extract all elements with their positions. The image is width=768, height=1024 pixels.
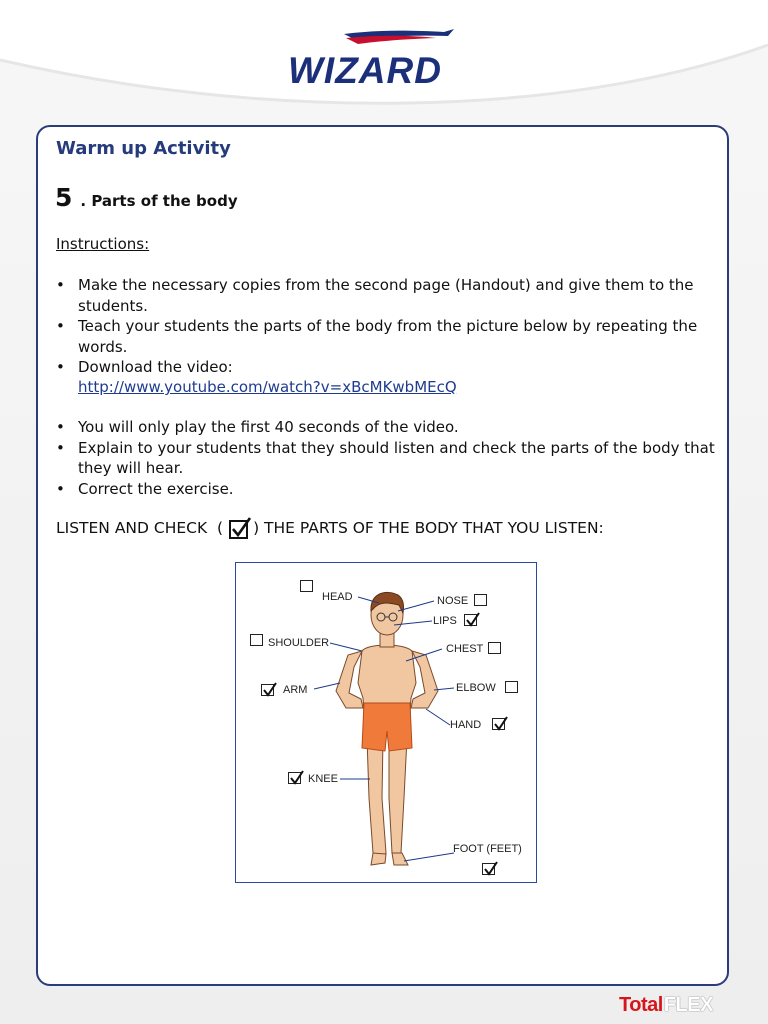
checkbox-hand[interactable]: [492, 718, 505, 730]
checkmark-icon: [261, 682, 277, 698]
label-chest: CHEST: [446, 643, 484, 655]
checkbox-foot[interactable]: [482, 863, 495, 875]
section-number: 5: [55, 183, 73, 212]
instructions-label: Instructions:: [56, 235, 150, 253]
checkbox-shoulder[interactable]: [250, 634, 263, 646]
label-nose: NOSE: [437, 595, 469, 607]
video-link[interactable]: http://www.youtube.com/watch?v=xBcMKwbMEcQ: [78, 378, 457, 396]
checkbox-elbow[interactable]: [505, 681, 518, 693]
checkbox-checked-icon: [229, 517, 251, 539]
label-shoulder: SHOULDER: [268, 637, 330, 649]
listen-text-after: ) THE PARTS OF THE BODY THAT YOU LISTEN:: [253, 519, 604, 537]
checkbox-head[interactable]: [300, 580, 313, 592]
instructions-list: [54, 275, 724, 378]
list-item: • Explain to your students that they should listen and check the parts of the body that they will hear.: [54, 438, 724, 479]
brand-total: Total: [619, 994, 663, 1016]
label-knee: KNEE: [308, 773, 338, 785]
body-parts-figure: [235, 562, 537, 883]
list-item: • Make the necessary copies from the second page (Handout) and give them to the students.: [54, 275, 724, 316]
activity-heading: Warm up Activity: [56, 138, 231, 159]
activity-card: [36, 125, 729, 986]
checkbox-chest[interactable]: [488, 642, 501, 654]
section-name: . Parts of the body: [80, 192, 238, 210]
man-illustration: [236, 563, 536, 882]
checkmark-icon: [482, 861, 498, 877]
instructions-list-2: [54, 417, 724, 499]
checkmark-icon: [464, 612, 480, 628]
checkbox-arm[interactable]: [261, 684, 274, 696]
checkmark-icon: [288, 770, 304, 786]
list-item: • Download the video:: [54, 357, 724, 378]
label-foot: FOOT (FEET): [453, 843, 522, 855]
list-item: • Correct the exercise.: [54, 479, 724, 500]
list-item: • Teach your students the parts of the body from the picture below by repeating the words.: [54, 316, 724, 357]
wizard-logo: [284, 26, 484, 96]
checkbox-knee[interactable]: [288, 772, 301, 784]
eagle-icon: [336, 26, 456, 52]
listen-text-before: LISTEN AND CHECK (: [56, 519, 224, 537]
listen-instruction: [56, 517, 604, 539]
label-arm: ARM: [283, 684, 308, 696]
label-hand: HAND: [450, 719, 482, 731]
checkmark-icon: [492, 716, 508, 732]
list-item: • You will only play the first 40 seconds of the video.: [54, 417, 724, 438]
brand-flex: FLEX: [663, 994, 713, 1016]
totalflex-logo: [619, 994, 713, 1017]
checkbox-nose[interactable]: [474, 594, 487, 606]
section-title: [55, 183, 238, 212]
label-lips: LIPS: [433, 615, 457, 627]
label-head: HEAD: [322, 591, 353, 603]
brand-name: WIZARD: [288, 50, 442, 91]
label-elbow: ELBOW: [456, 682, 496, 694]
checkbox-lips[interactable]: [464, 614, 477, 626]
